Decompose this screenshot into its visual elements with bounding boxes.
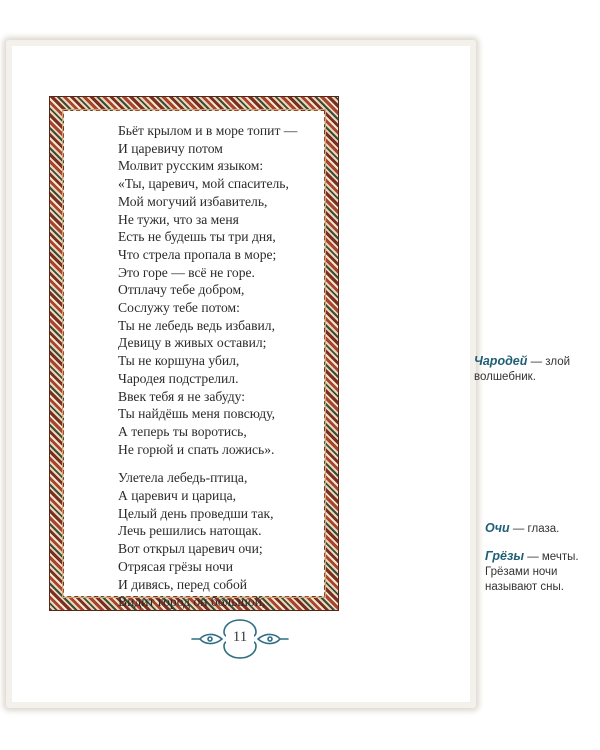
gloss-definition-cont: называют сны. (485, 581, 564, 593)
poem-line: Отрясая грёзы ночи (118, 558, 233, 574)
poem-line: Отплачу тебе добром, (118, 282, 245, 298)
poem-line: Ты не лебедь ведь избавил, (118, 317, 275, 333)
poem-line: «Ты, царевич, мой спаситель, (118, 176, 289, 192)
stanza-break (118, 458, 328, 469)
poem-line: Ты не коршуна убил, (118, 353, 240, 369)
page-number: 11 (232, 629, 248, 645)
poem-line: Девицу в живых оставил; (118, 335, 267, 351)
gloss-definition-cont: Грёзами ночи (485, 566, 558, 578)
poem-line: И дивясь, перед собой (118, 576, 248, 592)
poem-line: Есть не будешь ты три дня, (118, 229, 276, 245)
gloss-definition: — глаза. (509, 523, 560, 535)
gloss-definition-cont: волшебник. (474, 371, 536, 383)
gloss-grezy (485, 549, 597, 595)
gloss-term: Грёзы (485, 549, 525, 563)
gloss-definition: — злой (527, 356, 571, 368)
poem-line: А царевич и царица, (118, 488, 237, 504)
poem-line: Ты найдёшь меня повсюду, (118, 406, 275, 422)
gloss-ochi (485, 521, 595, 537)
poem-line: Улетела лебедь-птица, (118, 470, 248, 486)
poem-text (118, 122, 328, 611)
poem-line: Вот открыл царевич очи; (118, 541, 263, 557)
poem-line: Молвит русским языком: (118, 158, 264, 174)
poem-line: Ввек тебя я не забуду: (118, 388, 246, 404)
poem-line: Лечь решились натощак. (118, 523, 262, 539)
gloss-term: Чародей (474, 354, 528, 368)
poem-line: Не горюй и спать ложись». (118, 441, 275, 457)
gloss-term: Очи (485, 521, 510, 535)
poem-line: Целый день проведши так, (118, 505, 274, 521)
poem-line: А теперь ты воротись, (118, 423, 247, 439)
poem-line: Мой могучий избавитель, (118, 193, 268, 209)
poem-line: Чародея подстрелил. (118, 370, 239, 386)
poem-line: Бьёт крылом и в море топит — (118, 123, 298, 138)
gloss-definition: — мечты. (524, 551, 579, 563)
poem-line: Видит город он большой, (118, 594, 266, 610)
poem-line: Не тужи, что за меня (118, 211, 239, 227)
gloss-charodey (474, 354, 594, 385)
poem-line: И царевичу потом (118, 140, 223, 156)
poem-line: Что стрела пропала в море; (118, 246, 277, 262)
poem-line: Сослужу тебе потом: (118, 300, 240, 316)
poem-line: Это горе — всё не горе. (118, 264, 255, 280)
